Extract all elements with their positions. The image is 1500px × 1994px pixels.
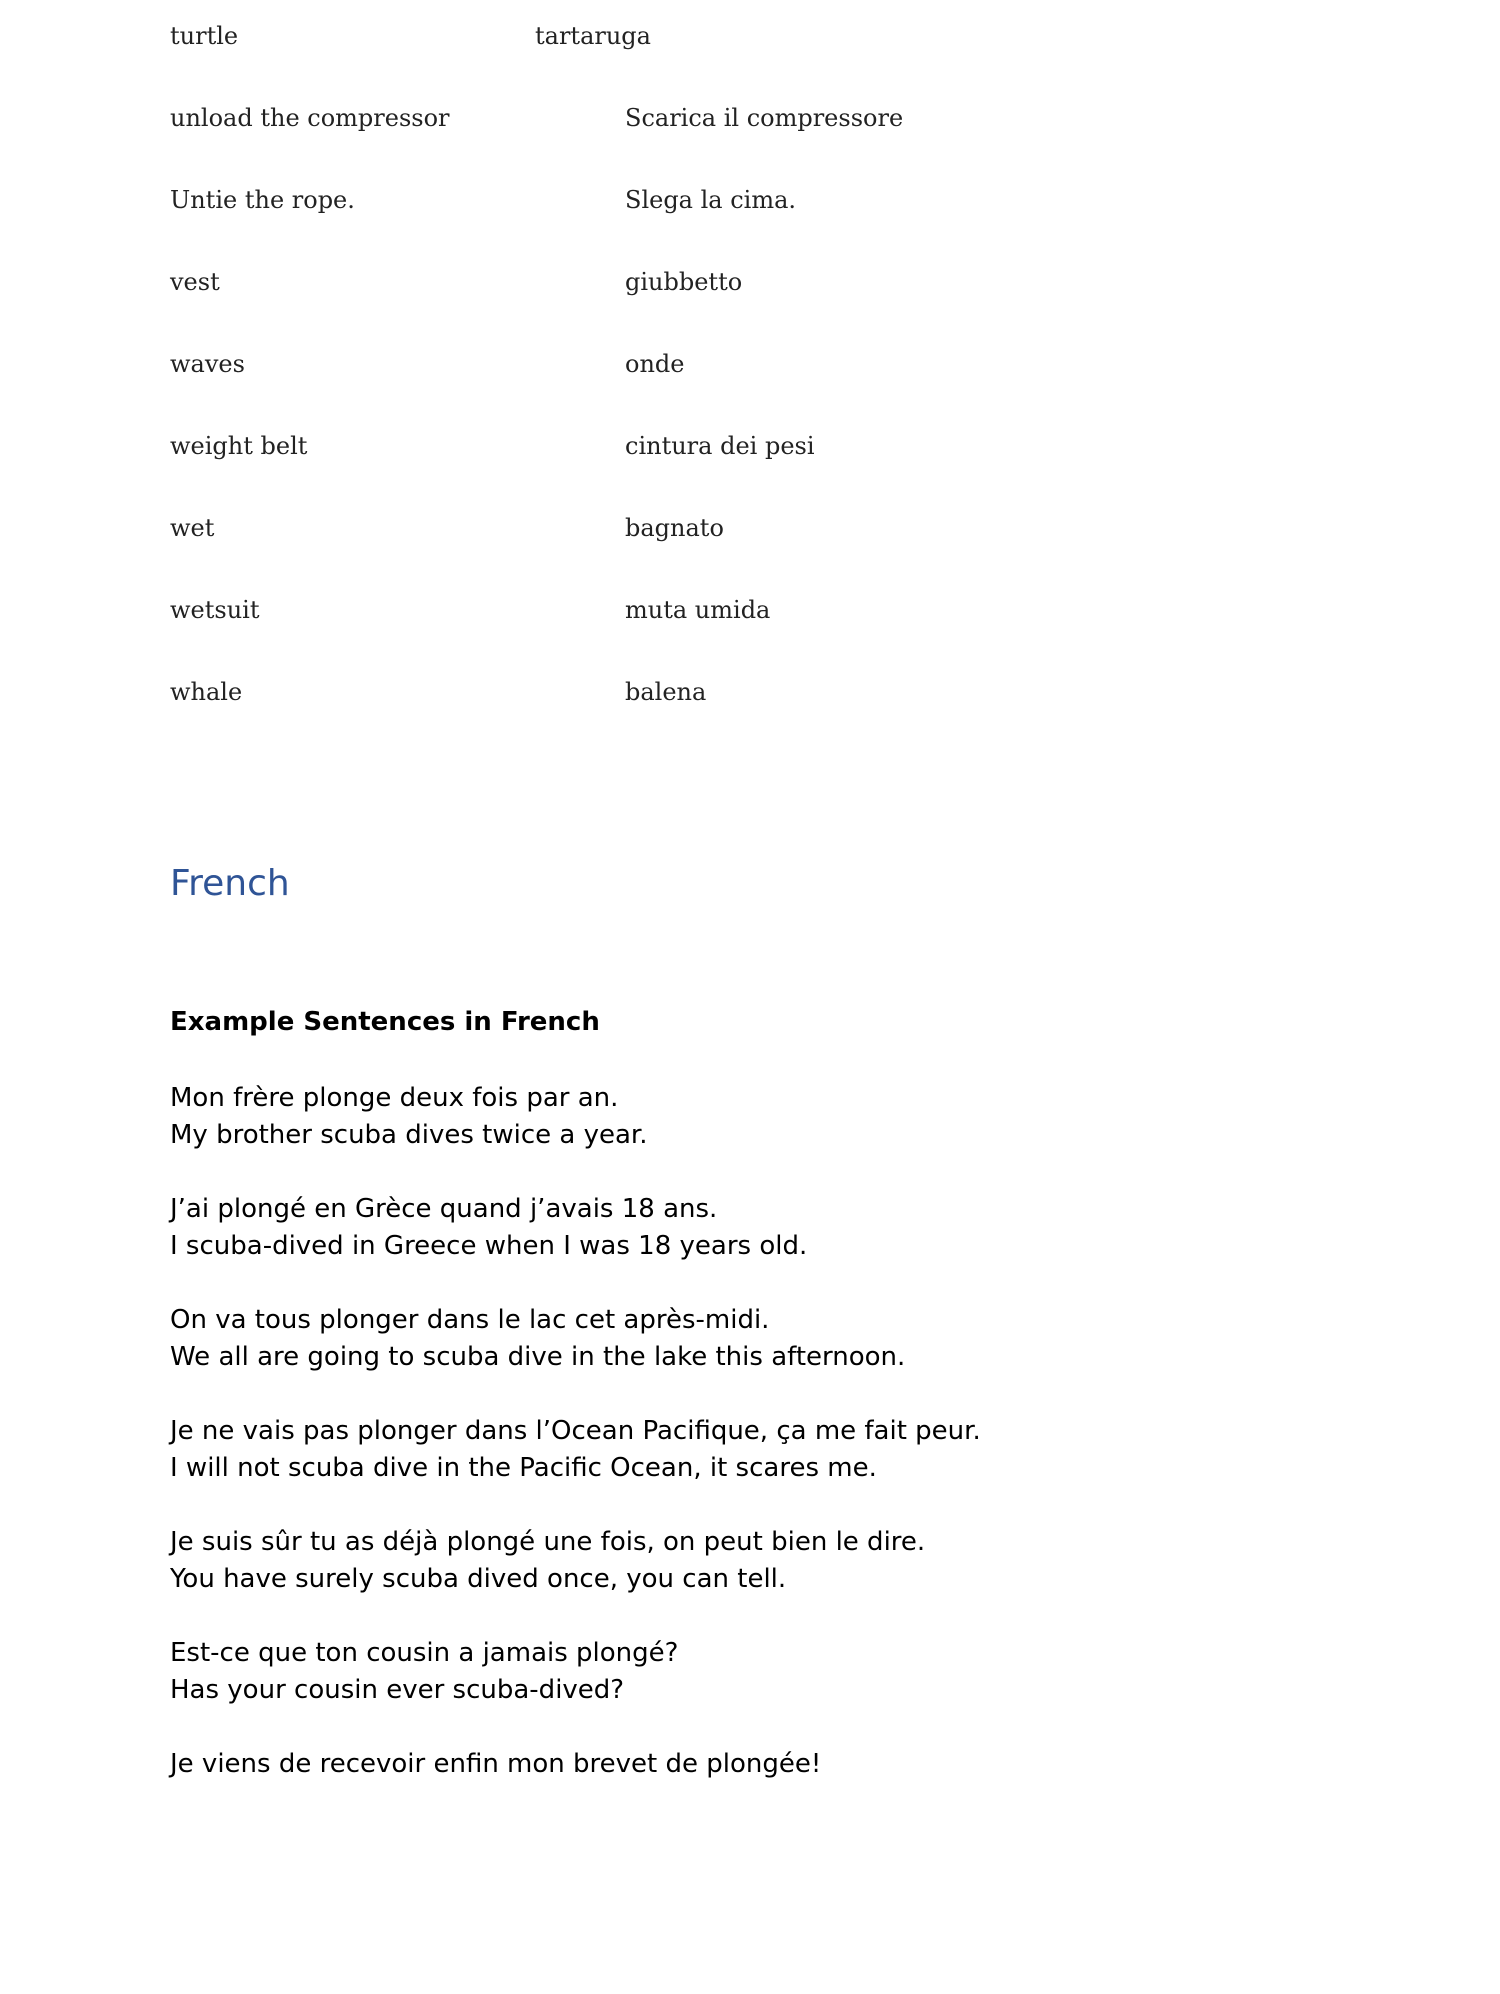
- vocab-english: vest: [170, 268, 220, 296]
- vocab-english: waves: [170, 350, 245, 378]
- sentence-pair: [170, 1524, 1370, 1598]
- vocab-row: [0, 676, 1500, 716]
- english-translation: I will not scuba dive in the Pacific Ocean, it scares me.: [170, 1453, 877, 1483]
- section-heading-french: French: [170, 863, 290, 904]
- vocab-italian: cintura dei pesi: [625, 432, 815, 460]
- french-sentence: On va tous plonger dans le lac cet après-midi.: [170, 1305, 770, 1335]
- vocab-row: [0, 184, 1500, 224]
- vocab-row: [0, 20, 1500, 60]
- french-sentence: Mon frère plonge deux fois par an.: [170, 1083, 619, 1113]
- vocab-english: wetsuit: [170, 596, 260, 624]
- vocab-row: [0, 102, 1500, 142]
- vocab-row: [0, 430, 1500, 470]
- vocab-italian: muta umida: [625, 596, 771, 624]
- vocab-row: [0, 594, 1500, 634]
- vocab-italian: giubbetto: [625, 268, 743, 296]
- sentence-pair: [170, 1746, 1370, 1783]
- vocab-english: weight belt: [170, 432, 308, 460]
- vocab-english: wet: [170, 514, 215, 542]
- vocab-italian: Scarica il compressore: [625, 104, 904, 132]
- vocab-english: unload the compressor: [170, 104, 450, 132]
- vocab-italian: onde: [625, 350, 685, 378]
- vocab-english: turtle: [170, 22, 239, 50]
- french-sentence: Je suis sûr tu as déjà plongé une fois, on peut bien le dire.: [170, 1527, 926, 1557]
- sentence-pair: [170, 1302, 1370, 1376]
- french-sentence: Je ne vais pas plonger dans l’Ocean Pacifique, ça me fait peur.: [170, 1416, 981, 1446]
- sentence-pair: [170, 1080, 1370, 1154]
- vocab-row: [0, 512, 1500, 552]
- english-translation: Has your cousin ever scuba-dived?: [170, 1675, 625, 1705]
- vocab-row: [0, 266, 1500, 306]
- english-translation: I scuba-dived in Greece when I was 18 years old.: [170, 1231, 808, 1261]
- vocab-italian: Slega la cima.: [625, 186, 797, 214]
- sentence-pair: [170, 1413, 1370, 1487]
- example-sentences-heading: Example Sentences in French: [170, 1007, 600, 1037]
- vocab-english: whale: [170, 678, 243, 706]
- french-sentence: Je viens de recevoir enfin mon brevet de plongée!: [170, 1749, 822, 1779]
- vocab-row: [0, 348, 1500, 388]
- sentence-pair: [170, 1191, 1370, 1265]
- english-translation: You have surely scuba dived once, you can tell.: [170, 1564, 787, 1594]
- vocab-italian: tartaruga: [535, 22, 651, 50]
- french-sentence: J’ai plongé en Grèce quand j’avais 18 ans.: [170, 1194, 718, 1224]
- french-sentence: Est-ce que ton cousin a jamais plongé?: [170, 1638, 679, 1668]
- sentence-pair: [170, 1635, 1370, 1709]
- vocab-italian: bagnato: [625, 514, 724, 542]
- english-translation: We all are going to scuba dive in the lake this afternoon.: [170, 1342, 906, 1372]
- vocab-english: Untie the rope.: [170, 186, 355, 214]
- vocab-italian: balena: [625, 678, 707, 706]
- english-translation: My brother scuba dives twice a year.: [170, 1120, 648, 1150]
